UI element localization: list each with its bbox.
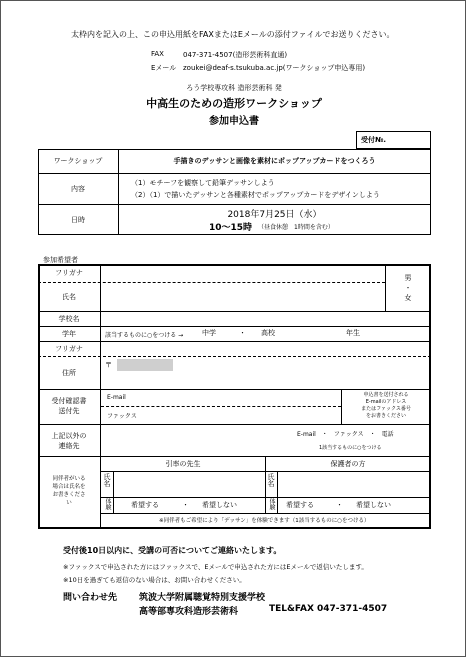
contact-label-1: 上記以外の	[51, 432, 87, 440]
guardian-not-want: 希望しない	[356, 501, 391, 509]
teacher-experience-vertical: 体験	[104, 498, 111, 510]
fax-value: 047-371-4507(造形芸術科直通)	[183, 51, 288, 59]
companion-note-2: 場合は氏名を	[52, 484, 86, 490]
email-label: Eメール	[151, 64, 177, 72]
postal-mark: 〒	[105, 361, 112, 369]
confirm-note-4: をお書きください	[365, 413, 406, 419]
instruction-text: 太枠内を記入の上、この申込用紙をFAXまたはEメールの添付ファイルでお送りください。	[71, 30, 395, 39]
postal-code-field	[117, 359, 173, 371]
contact-label-2: 連絡先	[58, 442, 80, 450]
guardian-name-vertical: 氏名	[267, 473, 275, 487]
date-value: 2018年7月25日（水）	[227, 210, 322, 220]
inquiry-label: 問い合わせ先	[63, 593, 118, 603]
guardian-header: 保護者の方	[330, 459, 366, 468]
department-name: 高等部専攻科造形芸術科	[139, 607, 239, 617]
teacher-dot: ・	[182, 501, 189, 509]
date-label: 日時	[71, 215, 85, 224]
workshop-value: 手描きのデッサンと画像を素材にポップアップカードをつくろう	[173, 157, 376, 165]
footer-note-1: ※ファックスで申込された方にはファックスで、Eメールで申込された方にはEメールで返信いたします。	[63, 563, 368, 571]
guardian-experience-vertical: 体験	[268, 498, 275, 510]
confirm-note-3: またはファックス番号	[361, 406, 411, 412]
grade-dot: ・	[239, 329, 246, 337]
companion-note-3: お書きくださ	[52, 492, 86, 498]
furigana2-label: フリガナ	[55, 344, 83, 353]
guardian-want: 希望する	[286, 501, 314, 509]
workshop-label: ワークショップ	[53, 157, 103, 165]
section-title: 参加希望者	[43, 256, 78, 264]
guardian-dot: ・	[336, 501, 343, 509]
footer-note-2: ※10日を過ぎても返信のない場合は、お問い合わせください。	[63, 576, 246, 584]
gender-male: 男	[404, 274, 412, 282]
grade-year: 年生	[346, 329, 360, 337]
fax-label: FAX	[151, 50, 164, 58]
receipt-label: 受付№.	[361, 136, 387, 144]
teacher-want: 希望する	[131, 501, 159, 509]
school-name: 筑波大学附属聴覚特別支援学校	[139, 593, 266, 603]
grade-hint: 該当するものに○をつける →	[105, 332, 184, 339]
grade-high: 高校	[261, 329, 275, 337]
confirm-email-label: E-mail	[107, 394, 126, 401]
content-line-2: （2）（1）で描いたデッサンと各種素材でポップアップカードをデザインしよう	[131, 191, 380, 199]
gender-female: 女	[404, 294, 412, 302]
experience-note: ※同伴者もご希望により「デッサン」を体験できます（1該当するものに○をつける）	[159, 518, 370, 524]
companion-note-1: 同伴者がいる	[52, 476, 86, 482]
companion-note-4: い	[66, 500, 72, 506]
contact-hint: 1該当するものに○をつける	[319, 445, 382, 451]
contact-options: E-mail ・ ファックス ・ 電話	[297, 431, 394, 438]
confirm-note-2: E-mailのアドレス	[365, 399, 407, 405]
teacher-header: 引率の先生	[165, 459, 201, 468]
teacher-not-want: 希望しない	[202, 501, 237, 509]
grade-label: 学年	[62, 329, 76, 338]
address-label: 住所	[62, 368, 76, 377]
name-label: 氏名	[62, 292, 76, 301]
date-time: 10～15時	[209, 223, 253, 233]
furigana-label: フリガナ	[55, 269, 83, 277]
page-subtitle: 参加申込書	[209, 116, 259, 127]
confirm-label-2: 送付先	[58, 407, 80, 415]
date-note: （昼食休憩 1時間を含む）	[258, 224, 334, 231]
email-value: zoukei@deaf-s.tsukuba.ac.jp(ワークショップ申込専用)	[183, 64, 366, 72]
teacher-name-vertical: 氏名	[103, 473, 111, 487]
host-text: ろう学校専攻科 造形芸術科 発	[186, 84, 282, 92]
confirm-note-1: 申込書を送付される	[363, 392, 409, 398]
content-label: 内容	[71, 184, 85, 193]
confirm-label-1: 受付確認書	[51, 397, 87, 405]
school-label: 学校名	[58, 314, 80, 323]
grade-middle: 中学	[202, 329, 216, 337]
contact-tel: TEL&FAX 047-371-4507	[269, 604, 388, 614]
page-title: 中高生のための造形ワークショップ	[146, 97, 322, 110]
confirm-fax-label: ファックス	[107, 413, 137, 420]
content-line-1: （1）モチーフを観察して鉛筆デッサンしよう	[131, 179, 275, 187]
gender-dot: ・	[404, 284, 412, 292]
reply-note: 受付後10日以内に、受講の可否についてご連絡いたします。	[63, 546, 282, 555]
